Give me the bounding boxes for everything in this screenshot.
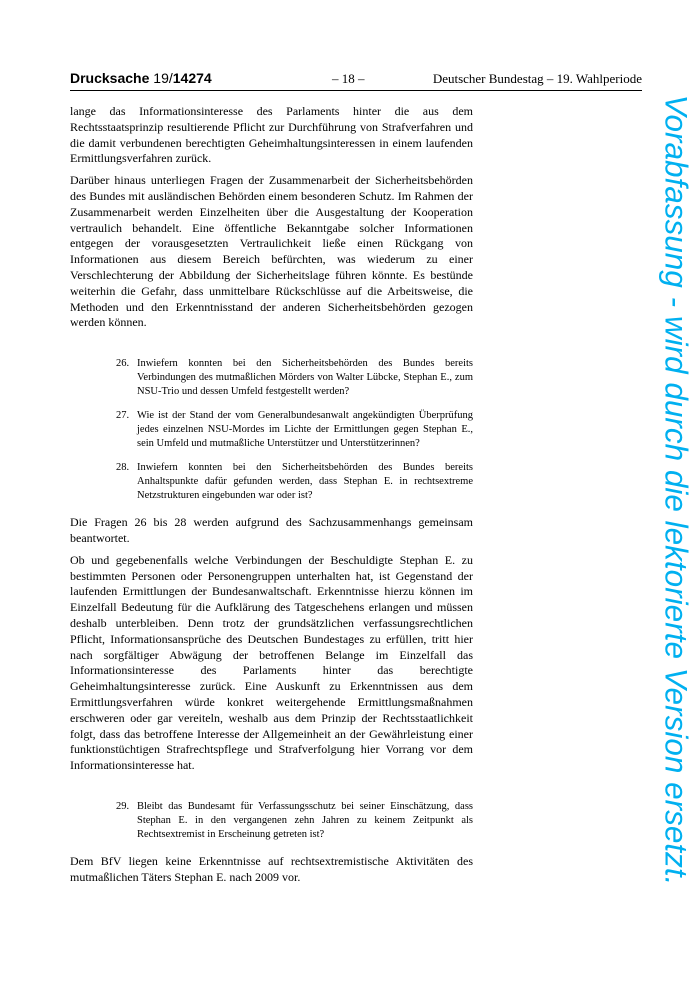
page-header bbox=[70, 70, 642, 91]
document-number bbox=[70, 70, 212, 86]
paragraph: Die Fragen 26 bis 28 werden aufgrund des Sachzusammenhangs gemeinsam beantwortet. bbox=[70, 515, 473, 545]
draft-watermark: Vorabfassung - wird durch die lektorierte Version ersetzt. bbox=[658, 94, 695, 886]
question-item bbox=[70, 800, 473, 842]
question-item bbox=[70, 461, 473, 503]
question-text: Bleibt das Bundesamt für Verfassungsschutz bei seiner Einschätzung, dass Stephan E. in den vergangenen zehn Jahren zu keinem Zeitpunkt als Rechtsextremist in Erscheinung getreten ist? bbox=[137, 800, 473, 840]
question-item bbox=[70, 409, 473, 451]
question-number: 27. bbox=[116, 410, 130, 422]
paragraph: Ob und gegebenenfalls welche Verbindungen der Beschuldigte Stephan E. zu bestimmten Personen oder Personengruppen unterhalten hat, ist Gegenstand der laufenden Ermittlungen der Bundesanwaltschaft. Erkenntnisse hierzu können im Einzelfall Bedeutung für die Aufklärung des Tatgeschehens erlangen und müssen deshalb unterbleiben. Denn trotz der grundsätzlichen verfassungsrechtlichen Pflicht, Informationsansprüche des Deutschen Bundestages zu erfüllen, tritt hier nach sorgfältiger Abwägung der betroffenen Belange im Einzelfall das Informationsinteresse des Parlaments hinter das berechtigte Geheimhaltungsinteresse zurück. Eine Auskunft zu Erkenntnissen aus dem Ermittlungsverfahren würde konkret weitergehende Ermittlungsmaßnahmen erschweren oder gar vereiteln, weshalb aus dem Prinzip der Rechtsstaatlichkeit folgt, dass das betroffene Interesse der Allgemeinheit an der Gewährleistung einer funktionstüchtigen Strafrechtspflege und Strafverfolgung hier Vorrang vor dem Informationsinteresse hat. bbox=[70, 552, 473, 773]
doc-label: Drucksache bbox=[70, 70, 150, 86]
question-text: Wie ist der Stand der vom Generalbundesanwalt angekündigten Überprüfung jedes einzelnen NSU-Mordes im Lichte der Ermittlungen gegen Stephan E., sein Umfeld und mutmaßliche Unterstützer und Unterstützerinnen? bbox=[137, 410, 473, 450]
question-number: 29. bbox=[116, 800, 130, 812]
page-number: – 18 – bbox=[332, 71, 365, 86]
document-body bbox=[70, 104, 473, 892]
paragraph: Darüber hinaus unterliegen Fragen der Zusammenarbeit der Sicherheitsbehörden des Bundes mit ausländischen Behörden einem besonderen Schutz. Im Rahmen der Zusammenarbeit werden Einzelheiten über die Ausgestaltung der Kooperation vertraulich behandelt. Eine öffentliche Bekanntgabe solcher Informationen entgegen der vorausgesetzten Vertraulichkeit ließe einen Rückgang von Informationen aus diesem Bereich befürchten, was wiederum zu einer Verschlechterung der Abbildung der Sicherheitslage führen könnte. Es bestünde weiterhin die Gefahr, dass unmittelbare Rückschlüsse auf die Arbeitsweise, die Methoden und den Erkenntnisstand der anderen Sicherheitsbehörden gezogen werden können. bbox=[70, 173, 473, 330]
parliament-period: Deutscher Bundestag – 19. Wahlperiode bbox=[432, 71, 642, 86]
doc-number-suffix: 14274 bbox=[172, 70, 212, 86]
question-number: 28. bbox=[116, 462, 130, 474]
question-item bbox=[70, 357, 473, 399]
question-number: 26. bbox=[116, 358, 130, 370]
paragraph: Dem BfV liegen keine Erkenntnisse auf rechtsextremistische Aktivitäten des mutmaßlichen Täters Stephan E. nach 2009 vor. bbox=[70, 853, 473, 884]
question-text: Inwiefern konnten bei den Sicherheitsbehörden des Bundes bereits Anhaltspunkte dafür gefunden werden, dass Stephan E. in rechtsextreme Netzstrukturen eingebunden war oder ist? bbox=[137, 462, 473, 502]
paragraph: lange das Informationsinteresse des Parlaments hinter die aus dem Rechtsstaatsprinzip resultierende Pflicht zur Durchführung von Strafverfahren und die damit verbundenen berechtigten Geheimhaltungsinteressen in einem laufenden Ermittlungsverfahren zurück. bbox=[70, 104, 473, 166]
doc-number-prefix: 19/ bbox=[153, 70, 173, 86]
question-text: Inwiefern konnten bei den Sicherheitsbehörden des Bundes bereits Verbindungen des mutmaßlichen Mörders von Walter Lübcke, Stephan E., zum NSU-Trio und dessen Umfeld festgestellt werden? bbox=[137, 358, 473, 398]
